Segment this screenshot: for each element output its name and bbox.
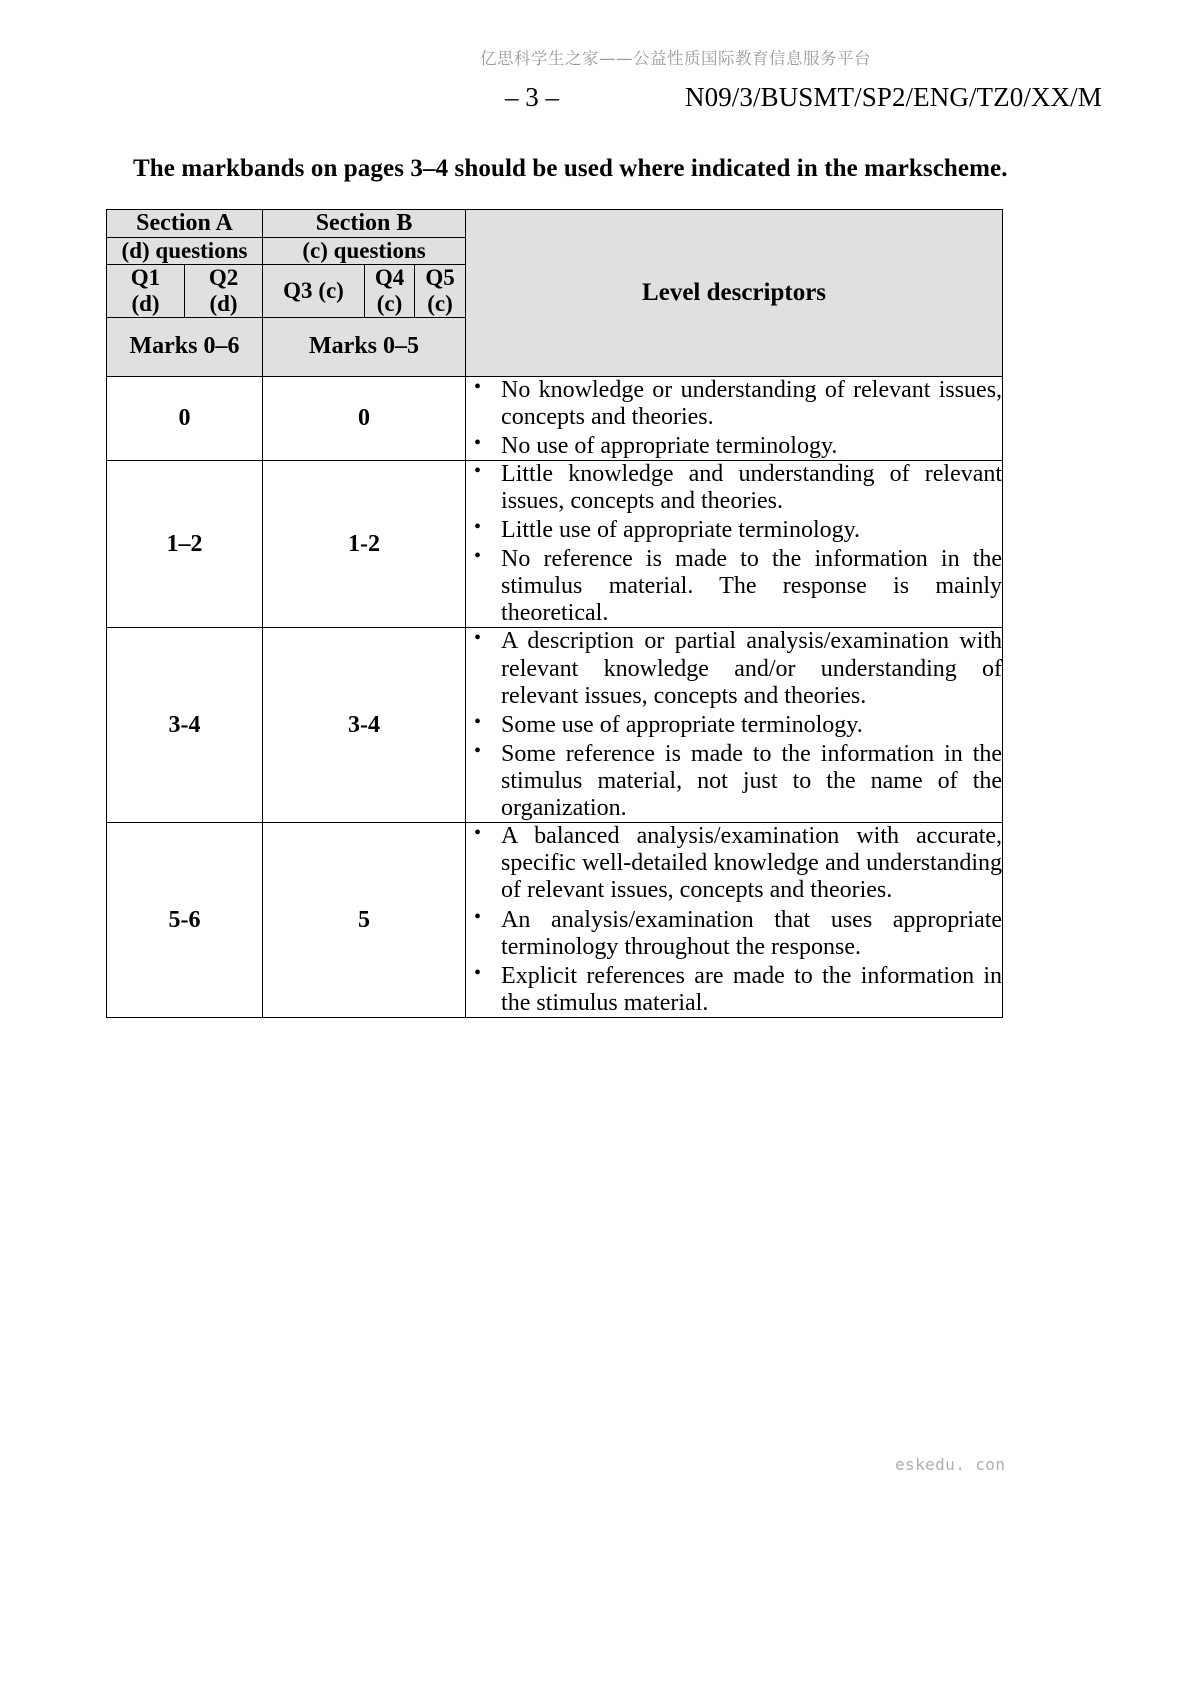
header-c-questions: (c) questions [263,238,466,265]
page-number: – 3 – [505,82,559,112]
mark-section-a: 3-4 [107,628,263,823]
mark-section-b: 1-2 [263,460,466,628]
list-item: • No knowledge or understanding of relevant issues, concepts and theories. [466,377,1002,431]
header-q1-sub: (d) [131,290,160,316]
header-q2 [185,265,263,318]
paper-code: N09/3/BUSMT/SP2/ENG/TZ0/XX/M [685,82,1102,112]
header-q5 [415,265,466,318]
level-descriptor-cell [466,823,1003,1018]
level-descriptor-cell [466,376,1003,460]
header-q3 [263,265,365,318]
intro-note: The markbands on pages 3–4 should be used where indicated in the markscheme. [133,155,1008,182]
header-section-a: Section A [107,210,263,238]
level-descriptor-cell [466,628,1003,823]
list-item: • Some reference is made to the information in the stimulus material, not just to the name of the organization. [466,741,1002,822]
header-d-questions: (d) questions [107,238,263,265]
mark-section-a: 0 [107,376,263,460]
header-q1-main: Q1 [130,265,161,290]
list-item: • Some use of appropriate terminology. [466,712,1002,739]
list-item: • Little knowledge and understanding of relevant issues, concepts and theories. [466,461,1002,515]
table-header-row-sections [107,210,1003,238]
markband-table [106,209,1003,1018]
header-q1 [107,265,185,318]
descriptor-list [466,377,1002,460]
bottom-watermark: eskedu. con [895,1455,1006,1474]
header-section-b: Section B [263,210,466,238]
top-watermark: 亿思科学生之家——公益性质国际教育信息服务平台 [480,49,871,68]
header-q2-sub: (d) [209,290,238,316]
level-descriptor-cell [466,460,1003,628]
table-row [107,376,1003,460]
header-marks-section-a: Marks 0–6 [107,317,263,376]
list-item: • An analysis/examination that uses appropriate terminology throughout the response. [466,907,1002,961]
list-item: • No use of appropriate terminology. [466,433,1002,460]
list-item: • No reference is made to the information in the stimulus material. The response is mainly theoretical. [466,546,1002,627]
mark-section-b: 0 [263,376,466,460]
header-q3-main: Q3 [283,277,313,303]
header-q5-main: Q5 [425,265,455,290]
descriptor-list [466,823,1002,1017]
header-q3-sub: (c) [318,277,344,303]
header-q4-main: Q4 [374,265,405,290]
list-item: • Little use of appropriate terminology. [466,517,1002,544]
header-marks-section-b: Marks 0–5 [263,317,466,376]
table-row [107,628,1003,823]
mark-section-a: 1–2 [107,460,263,628]
header-q2-main: Q2 [208,265,239,290]
descriptor-list [466,628,1002,822]
table-row [107,460,1003,628]
table-row [107,823,1003,1018]
header-level-descriptors: Level descriptors [466,210,1003,377]
descriptor-list [466,461,1002,628]
header-q4 [365,265,415,318]
mark-section-b: 5 [263,823,466,1018]
mark-section-b: 3-4 [263,628,466,823]
list-item: • A description or partial analysis/examination with relevant knowledge and/or understanding of relevant issues, concepts and theories. [466,628,1002,709]
running-header [105,82,1105,116]
header-q5-sub: (c) [427,290,453,316]
list-item: • A balanced analysis/examination with accurate, specific well-detailed knowledge and understanding of relevant issues, concepts and theories. [466,823,1002,904]
list-item: • Explicit references are made to the information in the stimulus material. [466,963,1002,1017]
mark-section-a: 5-6 [107,823,263,1018]
header-q4-sub: (c) [376,290,403,316]
